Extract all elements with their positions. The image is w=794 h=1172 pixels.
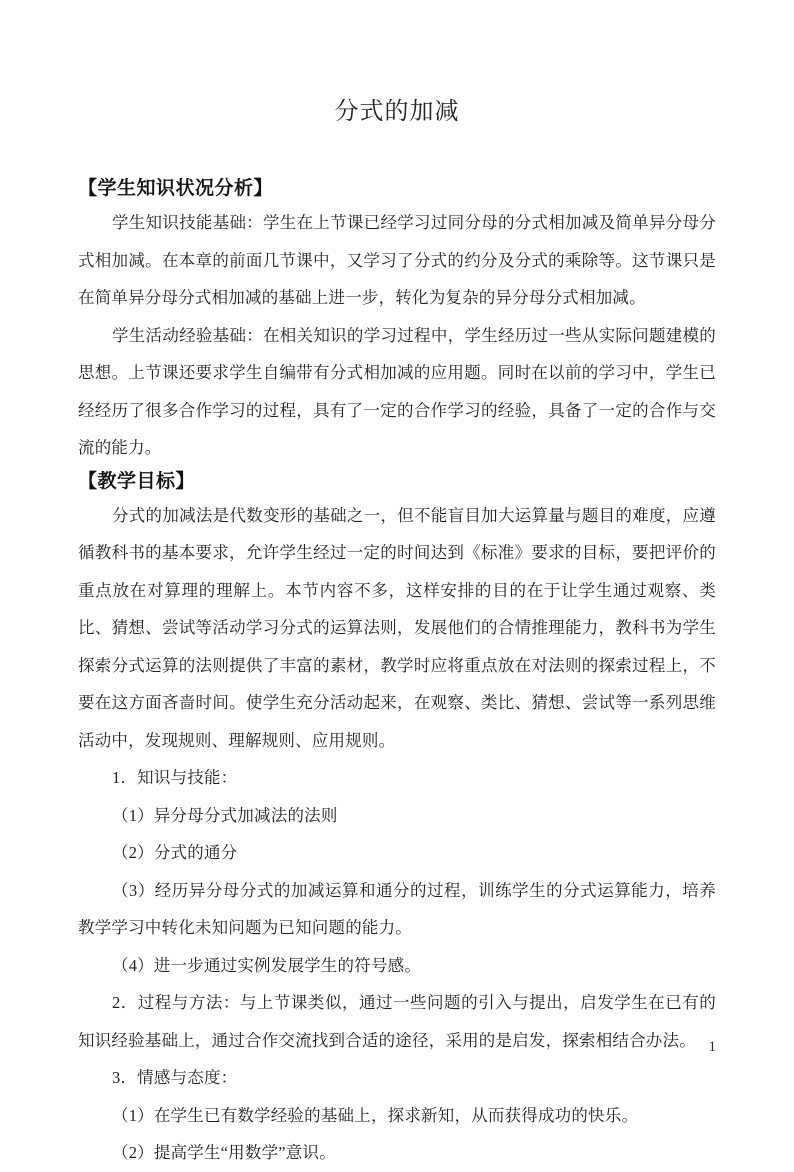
list-item-process-method: 2．过程与方法：与上节课类似，通过一些问题的引入与提出，启发学生在已有的知识经验基础上，通过合作交流找到合适的途径，采用的是启发，探索相结合办法。 (78, 993, 716, 1050)
list-item-symbol-sense: （4）进一步通过实例发展学生的符号感。 (112, 955, 422, 975)
section-heading-student-analysis: 【学生知识状况分析】 (78, 178, 274, 199)
list-item-use-math-awareness: （2）提高学生“用数学”意识。 (112, 1143, 336, 1162)
title-spacer (78, 128, 716, 174)
list-item-emotion-attitude: 3．情感与态度： (112, 1068, 238, 1087)
paragraph-activity-experience-base: 学生活动经验基础：在相关知识的学习过程中，学生经历过一些从实际问题建模的思想。上节课还要求学生自编带有分式相加减的应用题。同时在以前的学习中，学生已经经历了很多合作学习的过程，具有了一定的合作学习的经验，具备了一定的合作与交流的能力。 (78, 325, 716, 457)
list-item-common-denominator: （2）分式的通分 (112, 843, 238, 862)
page-number: 1 (708, 1039, 716, 1055)
paragraph-teaching-goals-intro: 分式的加减法是代数变形的基础之一，但不能盲目加大运算量与题目的难度，应遵循教科书的基本要求，允许学生经过一定的时间达到《标准》要求的目标，要把评价的重点放在对算理的理解上。本节内容不多，这样安排的目的在于让学生通过观察、类比、猜想、尝试等活动学习分式的运算法则，发展他们的合情推理能力，教科书为学生探索分式运算的法则提供了丰富的素材，教学时应将重点放在对法则的探索过程上，不要在这方面吝啬时间。使学生充分活动起来，在观察、类比、猜想、尝试等一系列思维活动中，发现规则、理解规则、应用规则。 (78, 505, 716, 750)
page-title: 分式的加减 (334, 99, 460, 125)
list-item-explore-new-knowledge: （1）在学生已有数学经验的基础上，探求新知，从而获得成功的快乐。 (112, 1105, 639, 1125)
paragraph-knowledge-skill-base: 学生知识技能基础：学生在上节课已经学习过同分母的分式相加减及简单异分母分式相加减。在本章的前面几节课中，又学习了分式的约分及分式的乘除等。这节课只是在简单异分母分式相加减的基础上进一步，转化为复杂的异分母分式相加减。 (78, 213, 716, 307)
document-content (78, 0, 716, 1172)
list-item-operation-experience: （3）经历异分母分式的加减运算和通分的过程，训练学生的分式运算能力，培养教学学习中转化未知问题为已知问题的能力。 (78, 880, 716, 937)
list-item-rule-unlike-denominator: （1）异分母分式加减法的法则 (112, 805, 338, 825)
list-item-knowledge-skills: 1．知识与技能： (112, 768, 238, 787)
section-heading-teaching-goals: 【教学目标】 (78, 470, 196, 492)
